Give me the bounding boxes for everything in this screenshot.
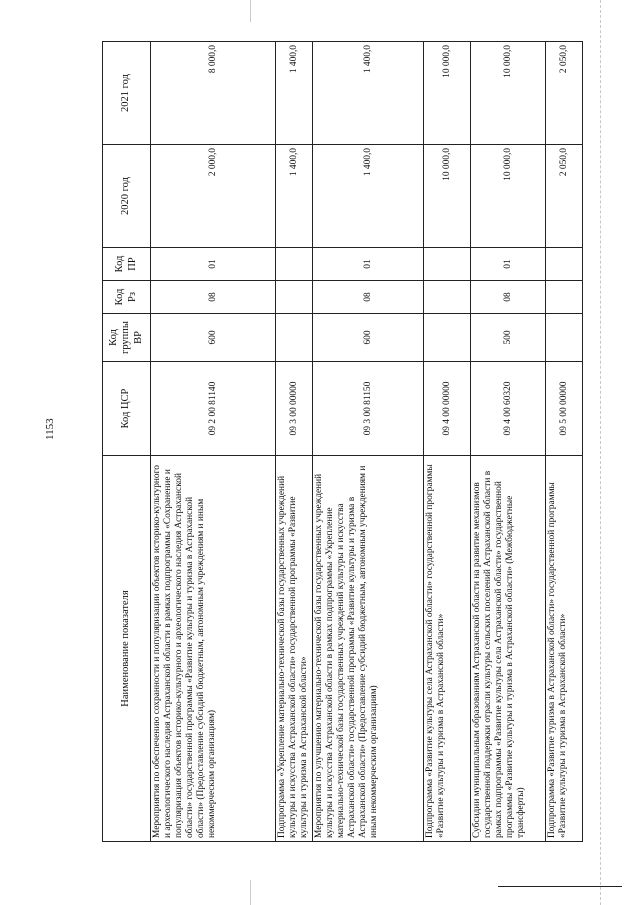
row-vr: 600 xyxy=(151,314,276,362)
row-2020: 1 400,0 xyxy=(276,145,313,248)
row-pr xyxy=(546,248,583,281)
row-name: Подпрограмма «Укрепление материально-технической базы государственных учреждений культуры и искусства Астраханской области» государственной программы «Развитие культуры и туризма в Астраханской области» xyxy=(276,456,313,842)
row-rz xyxy=(424,281,471,314)
row-name: Субсидии муниципальным образованиям Астраханской области на развитие механизмов государственной поддержки отрасли культуры сельских поселений Астраханской области в рамках подпрограммы «Развитие культуры села Астраханской области» государственной программы «Развитие культуры и туризма в Астраханской области» (Межбюджетные трансферты) xyxy=(471,456,546,842)
table-row xyxy=(546,42,583,842)
row-csr: 09 4 00 00000 xyxy=(424,362,471,456)
header-2021: 2021 год xyxy=(103,42,151,145)
page-edge-divider xyxy=(600,0,601,905)
row-rz xyxy=(276,281,313,314)
header-pr: Код ПР xyxy=(103,248,151,281)
table-row xyxy=(151,42,276,842)
table-row xyxy=(471,42,546,842)
rotated-table-wrapper xyxy=(102,42,582,842)
row-pr: 01 xyxy=(471,248,546,281)
row-pr: 01 xyxy=(151,248,276,281)
row-2021: 1 400,0 xyxy=(313,42,424,145)
row-2020: 2 000,0 xyxy=(151,145,276,248)
header-name: Наименование показателя xyxy=(103,456,151,842)
budget-table xyxy=(102,41,583,842)
row-2021: 8 000,0 xyxy=(151,42,276,145)
row-2021: 2 050,0 xyxy=(546,42,583,145)
row-2020: 10 000,0 xyxy=(424,145,471,248)
table-row xyxy=(313,42,424,842)
row-csr: 09 3 00 81150 xyxy=(313,362,424,456)
row-pr: 01 xyxy=(313,248,424,281)
row-2021: 10 000,0 xyxy=(471,42,546,145)
footer-rule xyxy=(498,886,622,887)
scan-mark xyxy=(250,0,251,22)
row-csr: 09 4 00 60320 xyxy=(471,362,546,456)
row-pr xyxy=(276,248,313,281)
row-rz xyxy=(546,281,583,314)
page-number: 1153 xyxy=(44,418,56,440)
table-row xyxy=(276,42,313,842)
row-rz: 08 xyxy=(471,281,546,314)
row-2020: 1 400,0 xyxy=(313,145,424,248)
row-csr: 09 2 00 81140 xyxy=(151,362,276,456)
header-csr: Код ЦСР xyxy=(103,362,151,456)
row-2021: 1 400,0 xyxy=(276,42,313,145)
header-2020: 2020 год xyxy=(103,145,151,248)
header-vr: Код группы ВР xyxy=(103,314,151,362)
row-name: Подпрограмма «Развитие туризма в Астраханской области» государственной программы «Развитие культуры и туризма в Астраханской области» xyxy=(546,456,583,842)
row-name: Мероприятия по обеспечению сохранности и популяризации объектов историко-культурного и археологического наследия Астраханской области в рамках подпрограммы «Сохранение и популяризация объектов историко-культурного и археологического наследия Астраханской области» государственной программы «Развитие культуры и туризма в Астраханской области» (Предоставление субсидий бюджетным, автономным учреждениям и иным некоммерческим организациям) xyxy=(151,456,276,842)
row-2021: 10 000,0 xyxy=(424,42,471,145)
row-csr: 09 5 00 00000 xyxy=(546,362,583,456)
table-row xyxy=(424,42,471,842)
header-rz: Код Рз xyxy=(103,281,151,314)
row-name: Мероприятия по улучшению материально-технической базы государственных учреждений культуры и искусства Астраханской области в рамках подпрограммы «Укрепление материально-технической базы государственных учреждений культуры и искусства Астраханской области» государственной программы «Развитие культуры и туризма в Астраханской области» (Предоставление субсидий бюджетным, автономным учреждениям и иным некоммерческим организациям) xyxy=(313,456,424,842)
row-pr xyxy=(424,248,471,281)
row-vr: 600 xyxy=(313,314,424,362)
row-2020: 10 000,0 xyxy=(471,145,546,248)
row-rz: 08 xyxy=(313,281,424,314)
row-2020: 2 050,0 xyxy=(546,145,583,248)
table-header-row xyxy=(103,42,151,842)
row-rz: 08 xyxy=(151,281,276,314)
row-vr xyxy=(546,314,583,362)
scan-mark xyxy=(250,880,251,905)
row-vr xyxy=(424,314,471,362)
row-vr: 500 xyxy=(471,314,546,362)
row-vr xyxy=(276,314,313,362)
row-name: Подпрограмма «Развитие культуры села Астраханской области» государственной программы «Развитие культуры и туризма в Астраханской области» xyxy=(424,456,471,842)
row-csr: 09 3 00 00000 xyxy=(276,362,313,456)
